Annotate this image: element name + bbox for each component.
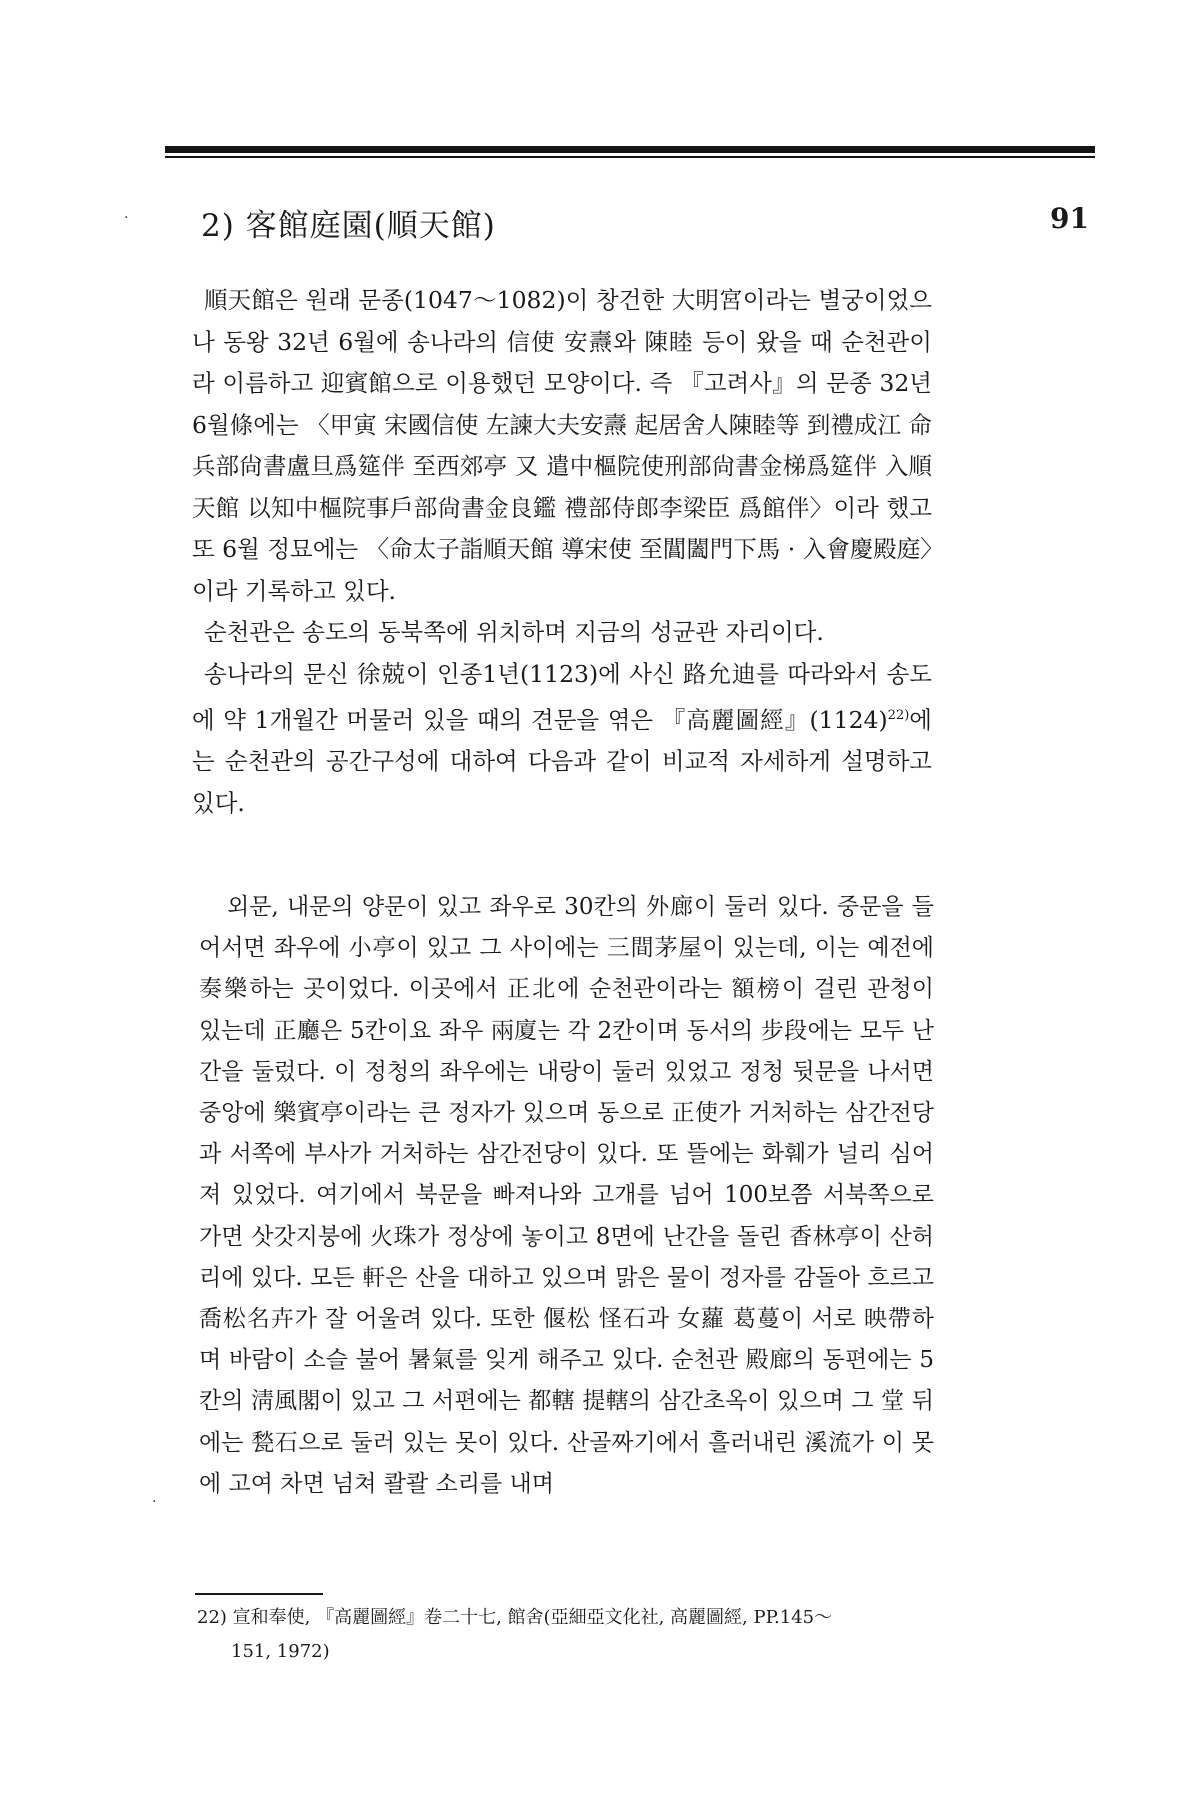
body-paragraph-3 (192, 654, 932, 825)
body-paragraph-3-end: 에는 순천관의 공간구성에 대하여 다음과 같이 비교적 자세하게 설명하고 있다. (192, 705, 932, 817)
footnote-divider (195, 1593, 323, 1595)
quote-paragraph: 외문, 내문의 양문이 있고 좌우로 30칸의 外廊이 둘러 있다. 중문을 들어서면 좌우에 小亭이 있고 그 사이에는 三間茅屋이 있는데, 이는 예전에 奏樂하는 곳이었다. 이곳에서 正北에 순천관이라는 額榜이 걸린 관청이 있는데 正廳은 5칸이요 좌우 兩廈는 각 2칸이며 동서의 步段에는 모두 난간을 둘렀다. 이 정청의 좌우에는 내랑이 둘러 있었고 정청 뒷문을 나서면 중앙에 樂賓亭이라는 큰 정자가 있으며 동으로 正使가 거처하는 삼간전당과 서쪽에 부사가 거처하는 삼간전당이 있다. 또 뜰에는 화훼가 널리 심어져 있었다. 여기에서 북문을 빠져나와 고개를 넘어 100보쯤 서북쪽으로 가면 삿갓지붕에 火珠가 정상에 놓이고 8면에 난간을 돌린 香林亭이 산허리에 있다. 모든 軒은 산을 대하고 있으며 맑은 물이 정자를 감돌아 흐르고 喬松名卉가 잘 어울려 있다. 또한 偃松 怪石과 女蘿 葛蔓이 서로 映帶하며 바람이 소슬 불어 暑氣를 잊게 해주고 있다. 순천관 殿廊의 동편에는 5칸의 淸風閣이 있고 그 서편에는 都轄 提轄의 삼간초옥이 있으며 그 堂 뒤에는 甃石으로 둘러 있는 못이 있다. 산골짜기에서 흘러내린 溪流가 이 못에 고여 차면 넘쳐 콸콸 소리를 내며 (199, 894, 934, 1497)
footnote-line-2: 151, 1972) (231, 1641, 330, 1662)
page-number: 91 (1050, 202, 1089, 235)
header-rule-thick (165, 146, 1095, 153)
header-rule-thin (165, 156, 1095, 158)
footnote-label: 22) (197, 1607, 227, 1628)
body-paragraph-2: 순천관은 송도의 동북쪽에 위치하며 지금의 성균관 자리이다. (204, 618, 824, 646)
footnote-reference: 22) (887, 708, 910, 723)
body-paragraph-1: 順天館은 원래 문종(1047～1082)이 창건한 大明宮이라는 별궁이었으나 동왕 32년 6월에 송나라의 信使 安燾와 陳睦 등이 왔을 때 순천관이라 이름하고 迎賓館으로 이용했던 모양이다. 즉 『고려사』의 문종 32년 6월條에는 〈甲寅 宋國信使 左諫大夫安燾 起居舍人陳睦等 到禮成江 命兵部尙書盧旦爲筵伴 至西郊亭 又 遣中樞院使刑部尙書金梯爲筵伴 入順天館 以知中樞院事戶部尙書金良鑑 禮部侍郎李梁臣 爲館伴〉이라 했고 또 6월 정묘에는 〈命太子詣順天館 導宋使 至閶闔門下馬 · 入會慶殿庭〉이라 기록하고 있다. (192, 286, 932, 605)
footnote-line-1: 宣和奉使, 『高麗圖經』卷二十七, 館舍(亞細亞文化社, 高麗圖經, PP.145～ (232, 1607, 833, 1628)
body-text (192, 280, 932, 824)
quoted-description (199, 887, 934, 1505)
body-paragraph-3-start: 송나라의 문신 徐兢이 인종1년(1123)에 사신 路允迪를 따라와서 송도에 약 1개월간 머물러 있을 때의 견문을 엮은 『高麗圖經』(1124) (192, 659, 932, 734)
margin-mark: . (124, 206, 129, 222)
footnote (197, 1601, 957, 1669)
margin-mark: . (152, 1490, 157, 1506)
section-title: 2) 客館庭園(順天館) (201, 208, 496, 244)
